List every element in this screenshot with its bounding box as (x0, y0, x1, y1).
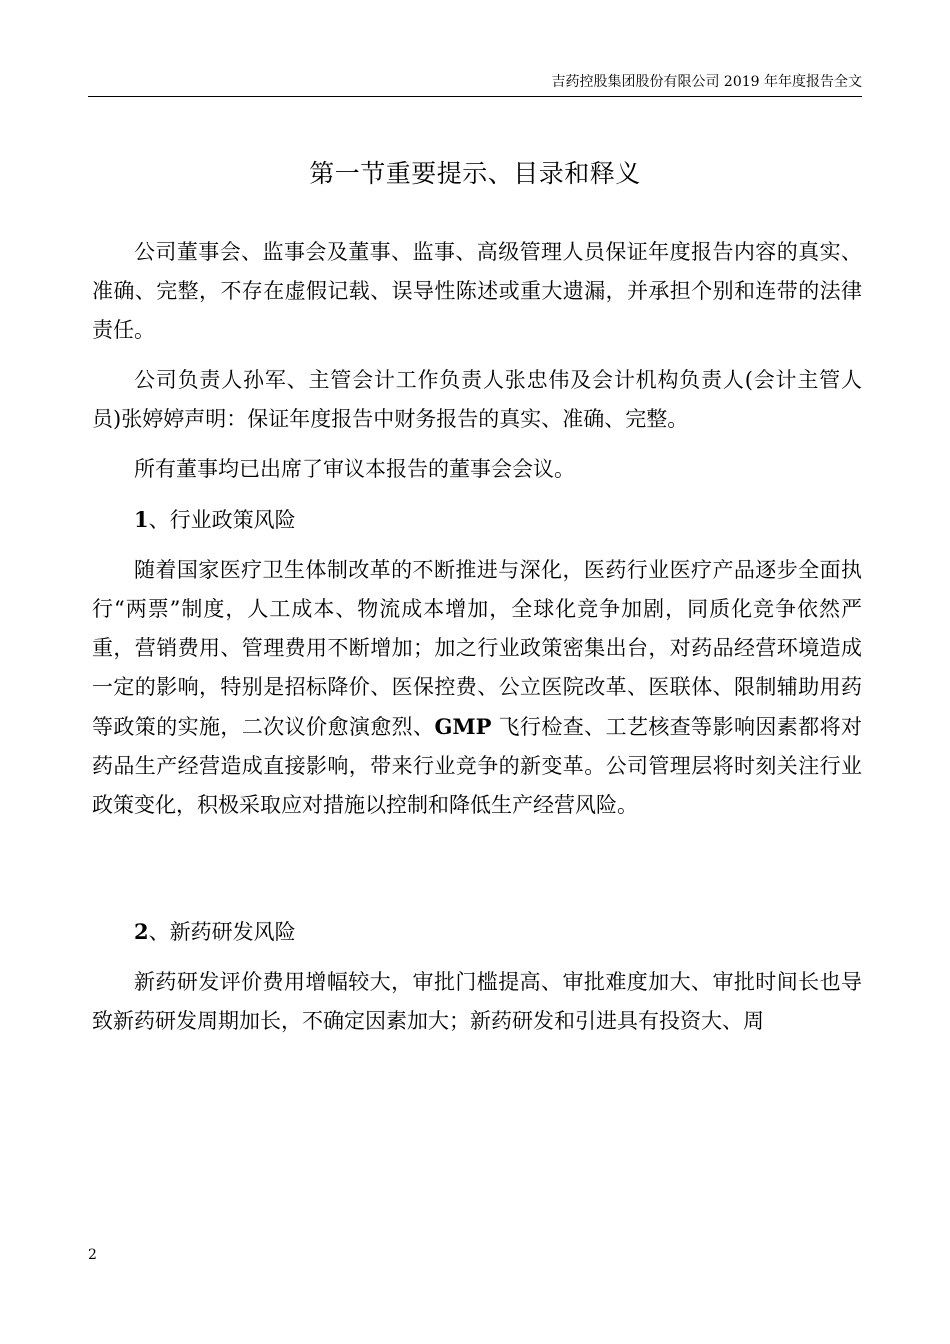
running-header: 吉药控股集团股份有限公司 2019 年年度报告全文 (551, 74, 862, 90)
heading-number: 1 (134, 507, 149, 532)
paragraph-board-attendance: 所有董事均已出席了审议本报告的董事会会议。 (134, 457, 575, 481)
paragraph-rnd-risk: 新药研发评价费用增幅较大，审批门槛提高、审批难度加大、审批时间长也导致新药研发周期加长，不确定因素加大；新药研发和引进具有投资大、周 (92, 970, 862, 1033)
policy-risk-text-part1: 随着国家医疗卫生体制改革的不断推进与深化，医药行业医疗产品逐步全面执行“两票”制度，人工成本、物流成本增加，全球化竞争加剧，同质化竞争依然严重，营销费用、管理费用不断增加；加之行业政策密集出台，对药品经营环境造成一定的影响，特别是招标降价、医保控费、公立医院改革、医联体、限制辅助用药等政策的实施，二次议价愈演愈烈、 (92, 558, 862, 739)
heading-text: 、行业政策风险 (148, 508, 296, 532)
gmp-term: GMP (434, 714, 492, 739)
policy-risk-text-part2: 飞行检查、工艺核查等影响因素都将对药品生产经营造成直接影响，带来行业竞争的新变革。公司管理层将时刻关注行业政策变化，积极采取应对措施以控制和降低生产经营风险。 (92, 715, 862, 817)
heading-text: 、新药研发风险 (148, 920, 296, 944)
paragraph-policy-risk (92, 551, 862, 825)
document-body (92, 233, 862, 1052)
paragraph-responsible-persons: 公司负责人孙军、主管会计工作负责人张忠伟及会计机构负责人(会计主管人员)张婷婷声明：保证年度报告中财务报告的真实、准确、完整。 (92, 368, 862, 431)
heading-policy-risk (92, 500, 862, 540)
page-number: 2 (88, 1247, 97, 1263)
paragraph-board-assurance: 公司董事会、监事会及董事、监事、高级管理人员保证年度报告内容的真实、准确、完整，不存在虚假记载、误导性陈述或重大遗漏，并承担个别和连带的法律责任。 (92, 240, 862, 342)
heading-number: 2 (134, 919, 149, 944)
header-divider (88, 96, 862, 97)
section-spacer (92, 836, 862, 912)
heading-rnd-risk (92, 912, 862, 952)
section-title: 第一节重要提示、目录和释义 (309, 159, 641, 188)
